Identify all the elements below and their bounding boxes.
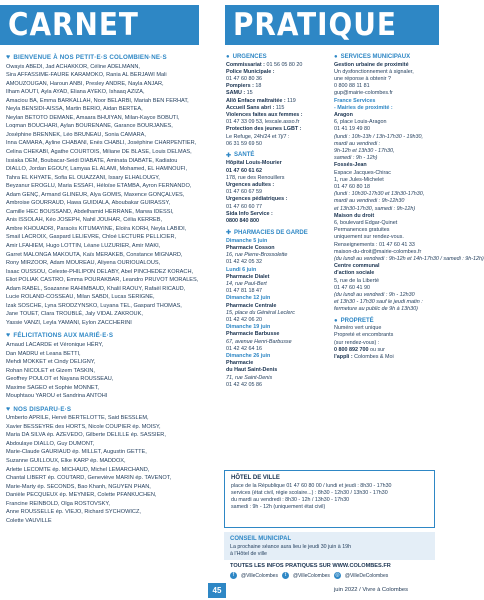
text-line: Neylan BETOTO DEMANE, Amaara BHUIYAN, Milan-Kayce BOBUTI,	[6, 114, 180, 121]
text-line: Suzanne GUILLOUX, Elke KARP ép. MADDOX,	[6, 458, 126, 465]
pharmacies-heading: ✚ PHARMACIES DE GARDE	[226, 229, 308, 237]
info-line: Aragon	[334, 111, 353, 118]
text-line: Izak SOSCHE, Lyna SRODZYNSKO, Luyana TEL, Gaspard THOMAS,	[6, 302, 182, 309]
text-line: Yassie VANZI, Leyla YAMANI, Eylon ZACCHERINI	[6, 319, 132, 326]
info-line: gup@mairie-colombes.fr	[334, 90, 393, 97]
page-number: 45	[208, 583, 226, 598]
health-cross-icon: ✚	[226, 152, 232, 159]
pharmacy-line: 67, avenue Henri-Barbusse	[226, 338, 292, 345]
pratique-column-left	[226, 54, 330, 389]
pharmacy-line: Dimanche 12 juin	[226, 295, 271, 302]
info-line: samedi : 9h - 12h (uniquement état civil)	[231, 504, 326, 511]
info-line: 01 47 60 80 36	[226, 75, 262, 82]
pharmacy-line: 16, rue Pierre-Brossolette	[226, 252, 288, 259]
twitter-handle[interactable]: @VilleColombes	[292, 572, 330, 579]
hotel-de-ville-box	[224, 470, 435, 528]
issue-label: juin 2022 / Vivre à Colombes	[334, 587, 409, 593]
text-line: Camille HEC BOUSSAND, Abdelhamid HERRANE, Marwa IDESSI,	[6, 208, 174, 215]
info-line: Protection des jeunes LGBT :	[226, 126, 302, 133]
pharmacy-line: Dimanche 19 juin	[226, 324, 271, 331]
sante-heading: ✚ SANTÉ	[226, 152, 255, 159]
info-line: et 13h30 - 17h30 sauf le jeudi matin :	[334, 299, 423, 306]
bienvenue-heading: ♥ BIENVENUE À NOS PETIT·E·S COLOMBIEN·NE·S	[6, 54, 167, 61]
info-line: maison-du-droit@mairie-colombes.fr	[334, 248, 422, 255]
conseil-heading: CONSEIL MUNICIPAL	[230, 536, 292, 542]
info-line: 01 47 60 80 18	[334, 183, 370, 190]
disparus-heading: ♥ NOS DISPARU·E·S	[6, 405, 72, 413]
info-line: Propreté et encombrants	[334, 332, 394, 339]
info-line: uniquement sur rendez-vous.	[334, 234, 404, 241]
info-line: d'action sociale	[334, 270, 375, 277]
proprete-list	[334, 325, 438, 361]
urgences-list	[226, 62, 330, 148]
pharmacy-line: 15, place du Général Leclerc	[226, 309, 295, 316]
heart-icon: ♥	[6, 405, 11, 413]
info-line: 0800 840 800	[226, 218, 259, 225]
info-line: France Services	[334, 97, 376, 104]
info-line: Violences faites aux femmes :	[226, 111, 303, 118]
info-line: Espace Jacques-Chirac	[334, 169, 391, 176]
info-line: 9h-12h et 13h30 - 17h30,	[334, 147, 395, 154]
sante-list	[226, 160, 330, 225]
pharmacy-line: du Haut Saint-Denis	[226, 367, 278, 374]
broom-icon: ●	[334, 317, 338, 324]
text-line: Lucie ROLAND-COSSEAU, Milan SABDI, Lucas SERIGNE,	[6, 294, 155, 301]
info-line: Urgences pédiatriques :	[226, 196, 288, 203]
felicitations-list	[6, 341, 204, 401]
instagram-handle[interactable]: @VilleDeColombes	[344, 572, 389, 579]
services-icon: ●	[334, 54, 338, 60]
carnet-column	[6, 54, 204, 530]
info-line: place de la République 01 47 60 80 00 / lundi et jeudi : 8h30 - 17h30	[231, 482, 392, 489]
carnet-banner: CARNET	[0, 5, 199, 45]
info-line: 01 47 60 41 90	[334, 284, 370, 291]
text-line: Celina CHEKABI, Agathe COURTOIS, Miliane DE BLASE, Louis DELMAS,	[6, 148, 192, 155]
text-line: Ambroise GOURRAUD, Hawa GUIDIALA, Aboubakar GUIRASSY,	[6, 200, 171, 207]
text-line: Loqman BOUCHARI, Aylan BOURENANE, Garance BOURJANES,	[6, 123, 173, 130]
facebook-icon[interactable]: f	[230, 572, 237, 579]
text-line: Adam GENÇ, Armand GLINEUR, Alya GOMIS, Maxence GONÇALVES,	[6, 191, 185, 198]
pratique-column-right	[334, 54, 484, 361]
info-line: fermeture au public de 9h à 13h30)	[334, 306, 418, 313]
info-line: Un dysfonctionnement à signaler,	[334, 68, 414, 75]
info-line: l'appli : Colombes & Moi	[334, 353, 394, 360]
pharmacy-line: 01 47 81 18 47	[226, 288, 262, 295]
info-line: 178, rue des Renouillers	[226, 174, 285, 181]
pharmacy-line: Pharmacie Centrale	[226, 302, 277, 309]
text-line: Xavier BESSEYRE des HORTS, Nicole COUPIER ép. MOISY,	[6, 423, 161, 430]
pharmacy-line: 01 42 42 05 86	[226, 381, 262, 388]
pharmacy-line: Lundi 6 juin	[226, 266, 257, 273]
info-line: SAMU : 15	[226, 90, 253, 97]
info-line: - Mairies de proximité :	[334, 104, 393, 111]
info-line: Renseignements : 01 47 60 41 33	[334, 241, 415, 248]
pharmacy-line: Pharmacie Barbusse	[226, 331, 280, 338]
info-line: 6, place Louis-Aragon	[334, 119, 387, 126]
text-line: Danièle PECQUEUX ép. MEYNIER, Colette PFANKUCHEN,	[6, 492, 157, 499]
info-line: Sida Info Service :	[226, 210, 273, 217]
text-line: DIALLO, Jordan EGOUY, Lamyaa EL ALAMI, Mohamed, EL HAMNOUFI,	[6, 166, 188, 173]
urgence-icon: ●	[226, 54, 230, 60]
info-line: La prochaine séance aura lieu le jeudi 30 juin à 19h	[230, 543, 352, 550]
text-line: Arnaud LACARDE et Véronique HÉRY,	[6, 341, 104, 348]
text-line: Owayis ABEDI, Jad ACHAKKOR, Céline ADELMANN,	[6, 63, 140, 70]
info-line: 01 47 33 09 53, lescale.asso.fr	[226, 119, 300, 126]
pharmacy-line: 14, rue Paul-Bert	[226, 280, 267, 287]
heart-icon: ♥	[6, 332, 11, 340]
text-line: Anne ROUSSELLE ép. VIEJO, Richard SYCHOWICZ,	[6, 509, 141, 516]
pharmacy-line: Pharmacie	[226, 360, 254, 367]
info-line: 0 800 892 700 ou sur	[334, 346, 385, 353]
info-line: samedi : 9h - 12h)	[334, 155, 378, 162]
felicitations-heading: ♥ FÉLICITATIONS AUX MARIÉ·E·S	[6, 332, 114, 340]
pharmacies-list	[226, 238, 330, 389]
services-list	[334, 61, 484, 314]
info-line: Commissariat : 01 56 05 80 20	[226, 61, 303, 68]
text-line: Francine REINBOLD, Olga ROSTOVSKY,	[6, 500, 110, 507]
text-line: Marie-Claude GAURIAUD ép. MILLET, Augustin GETTE,	[6, 449, 147, 456]
text-line: Geoffrey POULOT et Nayana ROUSSEAU,	[6, 376, 114, 383]
info-line: Centre communal	[334, 263, 380, 270]
infos-link-line[interactable]: TOUTES LES INFOS PRATIQUES SUR WWW.COLOMBES.FR	[230, 563, 391, 569]
info-line: 5, rue de la Liberté	[334, 277, 379, 284]
text-line: Adam RABEL, Soazanne RAHIMBAUD, Khalil RAOUY, Rafaël RICAUD,	[6, 285, 186, 292]
text-line: Neyla BENSIDI-AISSA, Martin BERIO, Aidan BERTEA,	[6, 106, 143, 113]
text-line: Mouphtaou YAROU et Sandrina ANTOHI	[6, 393, 108, 400]
text-line: Sira AFFASSIME-FAURE KARAMOKO, Rania AL BERJAWI Mali	[6, 72, 167, 79]
info-line: 6, boulevard Edgar-Quinet	[334, 219, 398, 226]
info-line: (du lundi au vendredi : 9h-12h et 14h-17h30 / samedi : 9h-12h)	[334, 255, 484, 262]
pratique-banner: PRATIQUE	[225, 5, 439, 45]
text-line: Maria DA SILVA ép. AZEVEDO, Gilberte DELILLE ép. SASSIER,	[6, 432, 166, 439]
info-line: 01 41 19 49 80	[334, 126, 370, 133]
info-line: une réponse à obtenir ?	[334, 75, 391, 82]
info-line: Allô Enface maltraitée : 119	[226, 97, 296, 104]
info-line: Le Refuge, 24h/24 et 7j/7 :	[226, 133, 290, 140]
text-line: Abdoulaye DIALLO, Guy DUMONT,	[6, 440, 95, 447]
info-line: Police Municipale :	[226, 68, 275, 75]
info-line: mardi au vendredi : 9h-12h30	[334, 198, 405, 205]
text-line: Anis ISSOLAH, Kéo JOSEPH, Nahil JOUHAR, Célia KERREB,	[6, 217, 163, 224]
text-line: Rony MIRZOOR, Adam MOUREAU, Aliyena OURIOUALOUS,	[6, 260, 161, 267]
hotel-hours	[231, 483, 428, 512]
pharmacy-line: Pharmacie Dialet	[226, 273, 270, 280]
pharmacy-cross-icon: ✚	[226, 230, 232, 237]
info-line: Hôpital Louis-Mourier	[226, 160, 282, 167]
info-line: (lundi : 10h-13h / 13h-17h30 - 19h30,	[334, 133, 424, 140]
text-line: Dan MADRU et Leana BETTI,	[6, 350, 81, 357]
info-line: Maison du droit	[334, 212, 375, 219]
text-line: Joséphine BRENNEK, Léo BRUNEAU, Sonia CAMARA,	[6, 131, 146, 138]
urgences-heading: ● URGENCES	[226, 54, 267, 60]
proprete-heading: ● PROPRETÉ	[334, 317, 374, 324]
text-line: Amaciou BA, Emma BARKALLAH, Noor BELARBI, Mariah BEN FERHAT,	[6, 97, 189, 104]
text-line: Ambre KHOUADRI, Paracès KITUMAYINE, Eloïra KORH, Neyla LABIDI,	[6, 225, 187, 232]
info-line: mardi au vendredi :	[334, 140, 381, 147]
text-line: Jane TOUET, Clara TROUBLÉ, Jaly VIDAL ZAKROUK,	[6, 311, 143, 318]
info-line: (du lundi au vendredi : 9h - 12h30	[334, 292, 415, 298]
text-line: Rohan NICOLET et Gizem TASKIN,	[6, 367, 95, 374]
info-line: (sur rendez-vous) :	[334, 339, 380, 346]
text-line: AMOUZOUGAN, Haroun ANBI, Presley ANDRE, Nayla ANJAR,	[6, 80, 164, 87]
pharmacy-line: 01 42 42 64 16	[226, 345, 262, 352]
info-line: Pompiers : 18	[226, 83, 262, 90]
twitter-icon[interactable]: t	[282, 572, 289, 579]
text-line: Tahra EL KHYATE, Sofia EL OUAZZANI, Issary ELHALOUGY,	[6, 174, 160, 181]
heart-icon: ♥	[6, 54, 11, 61]
text-line: Inna CAMARA, Ayline CHABANI, Enès CHABLI, Joséphine CHARPENTIER,	[6, 140, 197, 147]
info-line: (lundi : 10h30-17h30 et 13h30-17h30,	[334, 191, 425, 198]
info-line: 06 31 59 69 50	[226, 140, 262, 147]
info-line: Fossés-Jean	[334, 162, 367, 169]
info-line: Gestion urbaine de proximité	[334, 61, 409, 68]
text-line: Eliot POLIAK CASTRO, Emma POURAKBAR, Leandro PRUVOT MORALES,	[6, 277, 199, 284]
text-line: Mehdi MOKKET et Cindy DELIGNY,	[6, 359, 96, 366]
info-line: 1, rue Jules-Michelet	[334, 176, 384, 183]
text-line: Garret MALONGA MAKOUTA, Kaïs MERAKEB, Constance MIGNARD,	[6, 251, 183, 258]
text-line: Ilham AOUTI, Ayla AYAD, Eliana AYEKO, Ishaaq AZIZA,	[6, 89, 145, 96]
text-line: Isaac OUSSOU, Celeste-PHILIPON DELABY, Abel PINCHEDEZ KORACH,	[6, 268, 194, 275]
info-line: Urgences adultes :	[226, 182, 275, 189]
text-line: Maxime SAGEO et Sophie MONNET,	[6, 384, 99, 391]
text-line: Beyzanur EROGLU, Maria ESSAFI, Héloïse ETAMBA, Ayron FERNANDO,	[6, 183, 192, 190]
hotel-heading: HÔTEL DE VILLE	[231, 475, 280, 481]
info-line: Permanences gratuites	[334, 227, 390, 234]
conseil-municipal-box	[224, 532, 435, 560]
info-line: et 13h30-17h30, samedi : 9h-12h)	[334, 205, 416, 212]
pharmacy-line: 71, rue Saint-Denis	[226, 374, 273, 381]
text-line: Marie-Marty ép. SECONDS, Bao Khanh, NGUYEN PHAN,	[6, 483, 151, 490]
info-line: services (état civil, régie scolaire...) : 8h30 - 12h30 / 13h30 - 17h30	[231, 489, 388, 496]
services-heading: ● SERVICES MUNICIPAUX	[334, 54, 411, 60]
info-line: Accueil Sans abri : 115	[226, 104, 285, 111]
info-line: Numéro vert unique	[334, 325, 382, 332]
facebook-handle[interactable]: @VilleColombes	[241, 572, 278, 579]
pharmacy-line: 01 42 42 05 32	[226, 259, 262, 266]
info-line: du mardi au vendredi : 8h30 - 12h / 13h30 - 17h30	[231, 496, 350, 503]
info-line: 01 47 60 61 62	[226, 167, 262, 174]
bienvenue-list	[6, 63, 204, 328]
text-line: Chantal LIBERT ép. COUTARD, Geneviève MARIN ép. TAVENOT,	[6, 475, 172, 482]
social-links	[230, 572, 430, 579]
conseil-text	[230, 544, 429, 558]
text-line: Smail LACROIX, Gaspard LELIEVRE, Chloé LECTURE PELLICIER,	[6, 234, 177, 241]
pharmacy-line: Dimanche 5 juin	[226, 237, 268, 244]
disparus-list	[6, 414, 204, 525]
text-line: Umberto APRILE, Hervé BERTELOTTE, Said BESSLEM,	[6, 415, 149, 422]
info-line: 0 800 88 11 81	[334, 83, 370, 90]
info-line: 01 47 60 67 59	[226, 189, 262, 196]
text-line: Arlette LECOMTE ép. MICHAUD, Michel LEMARCHAND,	[6, 466, 150, 473]
text-line: Colette VAUVILLE	[6, 517, 52, 524]
instagram-icon[interactable]: ◎	[335, 572, 340, 578]
text-line: Issiaka DEM, Boubacar-Seidi DIABATE, Aminata DIABATE, Kadiatou	[6, 157, 178, 164]
pharmacy-line: Dimanche 26 juin	[226, 353, 271, 360]
pharmacy-line: Pharmacie Cosson	[226, 244, 275, 251]
text-line: Amir LFAHIEM, Hugo LOTTIN, Léane LUZURIER, Amir MAKI,	[6, 242, 161, 249]
info-line: 01 47 60 60 77	[226, 203, 262, 210]
info-line: à l'Hôtel de ville	[230, 550, 267, 557]
pharmacy-line: 01 42 42 06 20	[226, 317, 262, 323]
